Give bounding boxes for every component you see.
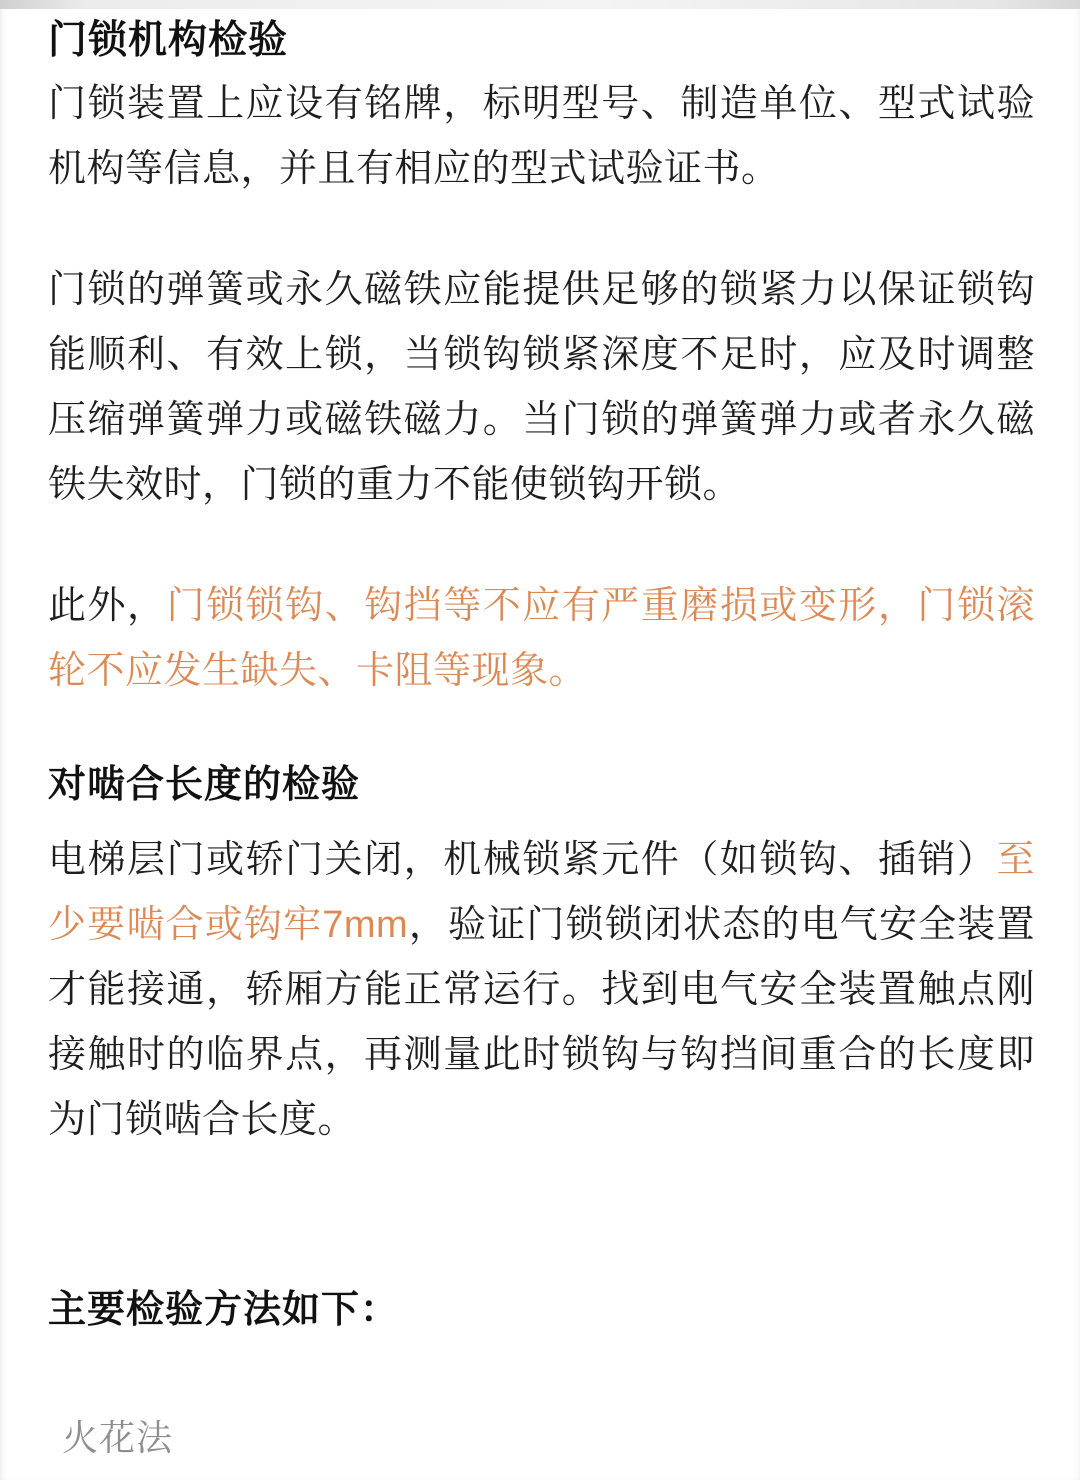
page-title: 门锁机构检验 bbox=[48, 19, 289, 62]
page-top-edge bbox=[0, 0, 1080, 9]
paragraph-spring-force: 门锁的弹簧或永久磁铁应能提供足够的锁紧力以保证锁钩能顺利、有效上锁，当锁钩锁紧深度不足时，应及时调整压缩弹簧弹力或磁铁磁力。当门锁的弹簧弹力或者永久磁铁失效时，门锁的重力不能使锁钩开锁。 bbox=[48, 269, 1035, 506]
paragraph-engagement-part1: 电梯层门或轿门关闭，机械锁紧元件（如锁钩、插销） bbox=[48, 839, 997, 881]
paragraph-nameplate: 门锁装置上应设有铭牌，标明型号、制造单位、型式试验机构等信息，并且有相应的型式试验证书。 bbox=[48, 83, 1035, 190]
paragraph-wear-highlight: 门锁锁钩、钩挡等不应有严重磨损或变形，门锁滚轮不应发生缺失、卡阻等现象。 bbox=[48, 585, 1035, 692]
paragraph-engagement-part2: ，验证门锁锁闭状态的电气安全装置才能接通，轿厢方能正常运行。找到电气安全装置触点刚接触时的临界点，再测量此时锁钩与钩挡间重合的长度即为门锁啮合长度。 bbox=[48, 904, 1035, 1141]
paragraph-wear-prefix: 此外， bbox=[48, 585, 167, 627]
paragraph-engagement-highlight: 至少要啮合或钩牢7mm bbox=[48, 839, 1035, 946]
section-heading-methods: 主要检验方法如下： bbox=[48, 1289, 400, 1331]
method-item-spark: 火花法 bbox=[62, 1417, 174, 1458]
paragraph-wear bbox=[48, 574, 1035, 704]
paragraph-engagement bbox=[48, 828, 1035, 1153]
section-heading-engagement-length: 对啮合长度的检验 bbox=[48, 764, 361, 806]
